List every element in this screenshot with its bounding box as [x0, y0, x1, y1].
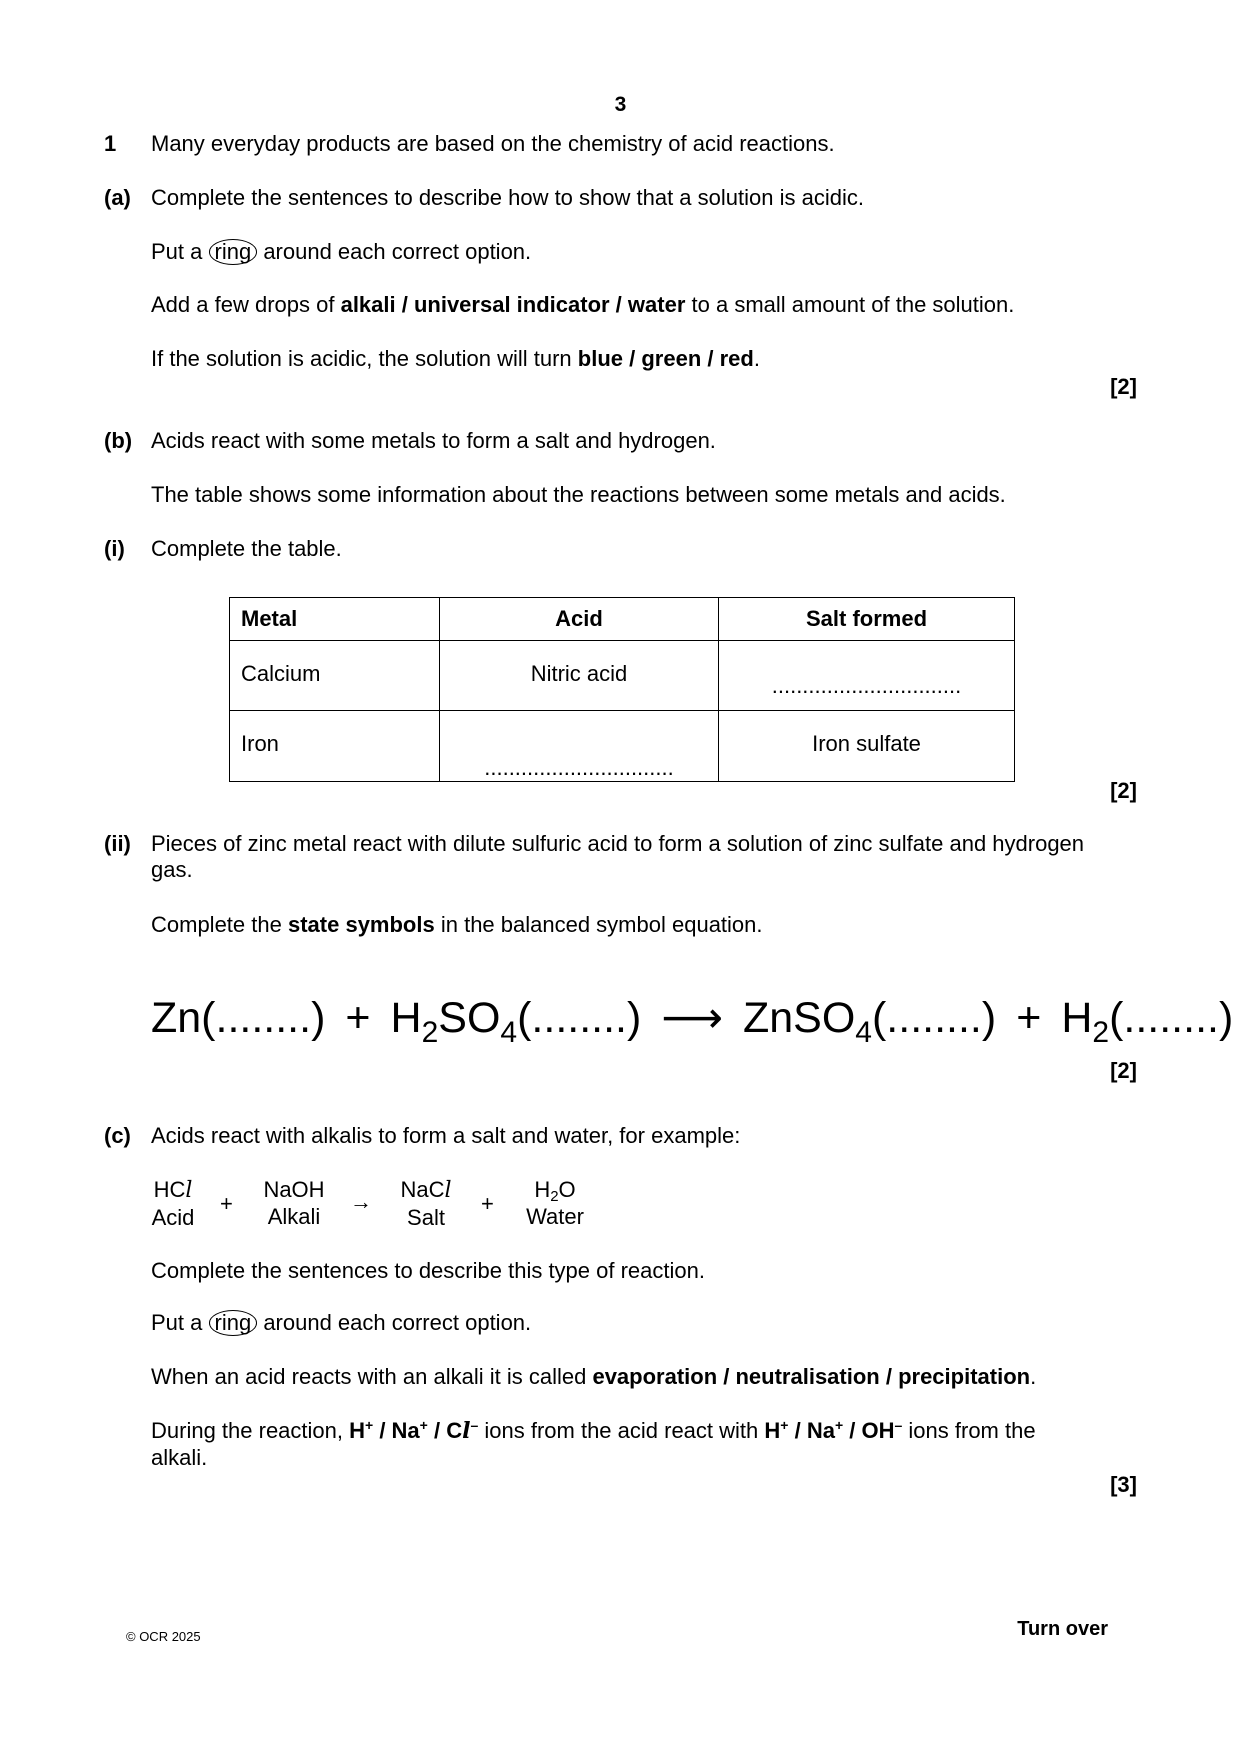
- part-b-i-marks: [2]: [1110, 778, 1137, 803]
- part-b-ii-line-1: Pieces of zinc metal react with dilute sulfuric acid to form a solution of zinc sulfate and hydrogen: [151, 831, 1085, 856]
- separator: /: [843, 1418, 862, 1443]
- formula-part: SO: [438, 994, 501, 1042]
- formula-part: ZnSO: [742, 994, 856, 1042]
- part-b-ii-line-2: gas.: [151, 857, 193, 882]
- part-b-i-instruction: Complete the table.: [151, 536, 342, 561]
- table-cell-metal: [230, 641, 440, 711]
- part-b-label: (b): [104, 428, 133, 453]
- metal-acid-table: [229, 597, 1015, 782]
- part-b-text-2: The table shows some information about the reactions between some metals and acids.: [151, 482, 1006, 507]
- sentence-2-post: .: [753, 346, 760, 371]
- formula-part: NaC: [400, 1177, 445, 1202]
- sentence-2-options[interactable]: blue / green / red: [577, 346, 754, 371]
- part-b-text-1: Acids react with some metals to form a salt and hydrogen.: [151, 428, 716, 453]
- subscript: 4: [855, 1016, 872, 1049]
- part-c-sentence-2-line-2: alkali.: [151, 1445, 208, 1470]
- reaction-nacl: [390, 1176, 462, 1231]
- state-blank: (........): [871, 994, 997, 1042]
- table-row: [230, 641, 1015, 711]
- ion-text: Na: [391, 1418, 420, 1443]
- formula-naoh: NaOH: [263, 1177, 325, 1202]
- sentence-2-post: ions from the: [908, 1418, 1036, 1443]
- formula-part: HC: [153, 1177, 186, 1202]
- ring-example: ring: [209, 1310, 258, 1336]
- question-number: 1: [104, 131, 117, 156]
- symbol-equation: [151, 993, 1234, 1049]
- cell-text: Calcium: [241, 661, 321, 686]
- ring-example: ring: [209, 239, 258, 265]
- part-a-instruction: Complete the sentences to describe how to show that a solution is acidic.: [151, 185, 864, 210]
- subscript: 2: [1092, 1016, 1110, 1049]
- part-c-sentence-1: [151, 1364, 1036, 1390]
- answer-line[interactable]: ...............................: [484, 755, 674, 780]
- part-a-label: (a): [104, 185, 131, 210]
- table-header-row: [230, 598, 1015, 641]
- label-salt: Salt: [407, 1205, 445, 1230]
- ion-text: H: [764, 1418, 781, 1443]
- ion-charge: +: [419, 1417, 428, 1433]
- copyright: © OCR 2025: [126, 1629, 201, 1644]
- sentence-1-options[interactable]: alkali / universal indicator / water: [340, 292, 686, 317]
- sentence-1-pre: Add a few drops of: [151, 292, 335, 317]
- eq-znso4[interactable]: [742, 994, 997, 1049]
- ion-charge: +: [834, 1417, 844, 1433]
- formula-nacl: [390, 1176, 462, 1204]
- table-header-salt: Salt formed: [719, 598, 1015, 641]
- state-blank: (........): [1109, 994, 1234, 1042]
- formula-h2o: [520, 1176, 590, 1203]
- table-cell-acid-answer[interactable]: [440, 711, 719, 782]
- ion-charge: +: [780, 1417, 789, 1433]
- instruction-bold: state symbols: [287, 912, 435, 937]
- ring-instruction-pre: Put a: [151, 1310, 203, 1335]
- formula-part: H: [534, 1177, 551, 1202]
- ion-text: C: [446, 1418, 463, 1443]
- part-b-ii-instruction: [151, 912, 763, 938]
- table-cell-metal: [230, 711, 440, 782]
- ion-text: OH: [861, 1418, 895, 1443]
- italic-l: l: [444, 1178, 452, 1203]
- eq-zn[interactable]: Zn(........): [151, 994, 326, 1042]
- table-header-metal: Metal: [230, 598, 440, 641]
- ring-instruction-post: around each correct option.: [263, 239, 532, 264]
- ion-charge: –: [894, 1417, 903, 1433]
- table-cell-salt: [719, 711, 1015, 782]
- answer-line[interactable]: ...............................: [771, 673, 962, 698]
- part-c-ring-instruction: [151, 1310, 531, 1336]
- part-c-sentence-2: [151, 1418, 1036, 1444]
- instruction-post: in the balanced symbol equation.: [440, 912, 763, 937]
- table-cell-acid: [440, 641, 719, 711]
- reaction-naoh: [256, 1176, 332, 1230]
- turn-over: Turn over: [1017, 1618, 1108, 1640]
- sentence-2-mid: ions from the acid react with: [484, 1418, 759, 1443]
- reaction-h2o: [520, 1176, 590, 1230]
- formula-part: O: [558, 1177, 576, 1202]
- formula-part: H: [1061, 994, 1093, 1042]
- part-a-marks: [2]: [1110, 374, 1137, 399]
- eq-h2[interactable]: [1061, 994, 1234, 1049]
- part-a-sentence-2: [151, 346, 760, 372]
- part-c-marks: [3]: [1110, 1472, 1137, 1497]
- ion-charge: –: [470, 1417, 479, 1433]
- instruction-pre: Complete the: [151, 912, 282, 937]
- sentence-2-pre: During the reaction,: [151, 1418, 343, 1443]
- cell-text: Nitric acid: [530, 661, 628, 686]
- separator: /: [788, 1418, 807, 1443]
- ion-options-alkali[interactable]: [764, 1418, 902, 1443]
- label-alkali: Alkali: [267, 1204, 321, 1229]
- part-a-sentence-1: [151, 292, 1014, 318]
- reaction-arrow: →: [350, 1189, 372, 1214]
- ion-text: H: [349, 1418, 366, 1443]
- reaction-plus: +: [220, 1191, 233, 1216]
- sentence-1-post: to a small amount of the solution.: [691, 292, 1015, 317]
- table-row: [230, 711, 1015, 782]
- sentence-2-pre: If the solution is acidic, the solution will turn: [151, 346, 572, 371]
- ion-text: Na: [806, 1418, 835, 1443]
- part-a-ring-instruction: [151, 239, 531, 265]
- separator: /: [427, 1418, 447, 1443]
- part-c-label: (c): [104, 1123, 131, 1148]
- separator: /: [373, 1418, 392, 1443]
- subscript: 2: [550, 1188, 559, 1205]
- part-c-instruction: Complete the sentences to describe this type of reaction.: [151, 1258, 705, 1283]
- italic-l: l: [462, 1418, 471, 1444]
- page-number: 3: [614, 93, 627, 116]
- cell-text: Iron sulfate: [812, 731, 921, 756]
- cell-text: Iron: [241, 731, 279, 756]
- sentence-1-pre: When an acid reacts with an alkali it is called: [151, 1364, 587, 1389]
- state-blank: (........): [517, 994, 642, 1042]
- part-b-ii-marks: [2]: [1110, 1058, 1137, 1083]
- formula-hcl: [143, 1176, 203, 1204]
- reaction-plus: +: [481, 1191, 494, 1216]
- ion-options-acid[interactable]: [349, 1418, 478, 1443]
- label-water: Water: [526, 1204, 584, 1229]
- ring-instruction-post: around each correct option.: [263, 1310, 532, 1335]
- eq-plus: +: [345, 994, 371, 1042]
- italic-l: l: [185, 1178, 193, 1203]
- table-header-acid: Acid: [440, 598, 719, 641]
- eq-h2so4[interactable]: [390, 994, 642, 1049]
- label-acid: Acid: [151, 1205, 195, 1230]
- part-b-i-label: (i): [104, 536, 125, 561]
- question-intro: Many everyday products are based on the chemistry of acid reactions.: [151, 131, 835, 156]
- ring-instruction-pre: Put a: [151, 239, 203, 264]
- subscript: 4: [500, 1016, 518, 1049]
- ion-charge: +: [365, 1417, 374, 1433]
- eq-plus: +: [1016, 994, 1042, 1042]
- reaction-hcl: [143, 1176, 203, 1231]
- part-c-intro: Acids react with alkalis to form a salt and water, for example:: [151, 1123, 741, 1148]
- subscript: 2: [421, 1016, 439, 1049]
- table-cell-salt-answer[interactable]: [719, 641, 1015, 711]
- sentence-1-options[interactable]: evaporation / neutralisation / precipitation: [592, 1364, 1031, 1389]
- eq-arrow: ⟶: [661, 994, 723, 1042]
- part-b-ii-label: (ii): [104, 831, 131, 856]
- formula-part: H: [390, 994, 422, 1042]
- sentence-1-post: .: [1030, 1364, 1037, 1389]
